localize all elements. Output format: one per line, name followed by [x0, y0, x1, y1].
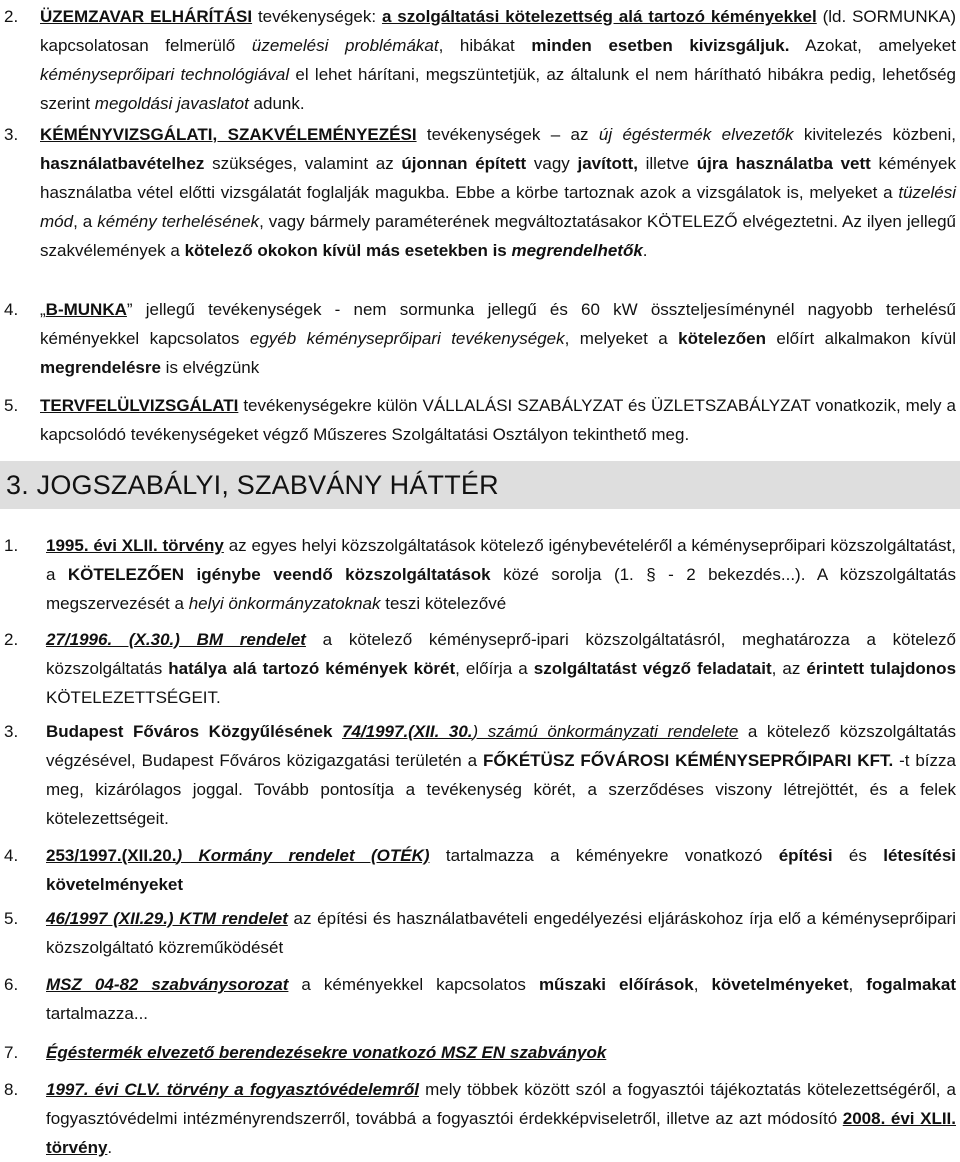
text-run: új égéstermék elvezetők [598, 125, 794, 144]
item-text [40, 120, 956, 265]
text-run: . [107, 1138, 113, 1157]
text-run: kivitelezés közbeni, [793, 125, 956, 144]
text-run: megrendelésre [40, 358, 161, 377]
text-run: ” jellegű tevékenységek - nem sormunka jellegű és 60 kW összteljesíménynél nagyobb terhelésű kéményekkel kapcsolatos [40, 300, 956, 348]
text-run: a kéményekkel kapcsolatos [288, 975, 539, 994]
text-run: létesítési követelményeket [46, 846, 957, 894]
text-run: 74/1997.(XII. 30. [342, 722, 473, 741]
text-run: közé sorolja (1. § - 2 bekezdés...). A közszolgáltatás megszervezését a [46, 565, 956, 613]
text-run: MSZ 04-82 szabványsorozat [46, 975, 289, 994]
text-run: az építési és használatbavételi engedélyezési eljáráskohoz írja elő a kéményseprőipari közszolgáltató közreműködését [46, 909, 956, 957]
item-text [40, 295, 956, 382]
text-run: tüzelési mód [40, 183, 956, 231]
text-run: tevékenységek: [252, 7, 382, 26]
text-run: FŐKÉTÜSZ FŐVÁROSI KÉMÉNYSEPRŐIPARI KFT. [482, 751, 894, 770]
text-run: a szolgáltatási kötelezettség alá tartozó kéményekkel [381, 7, 817, 26]
text-run: illetve [637, 154, 697, 173]
text-run: ) számú önkormányzati rendelete [472, 722, 739, 741]
item-number: 6. [4, 975, 19, 994]
item-text [40, 2, 956, 118]
text-run: , [693, 975, 712, 994]
text-run: ) Kormány rendelet (OTÉK) [176, 846, 430, 865]
text-run: tartalmazza... [46, 1004, 149, 1023]
text-run: kémények használatba vétel előtti vizsgálatát foglalják magukba. Ebbe a körbe tartoznak azok a vizsgálatok is, melyeket a [40, 154, 956, 202]
text-run: 27/1996. (X.30.) BM rendelet [46, 630, 306, 649]
text-run: a kötelező kéményseprő-ipari közszolgáltatásról, meghatározza a kötelező közszolgáltatás [46, 630, 956, 678]
text-run: tevékenységek – az [416, 125, 599, 144]
text-run: mely többek között szól a fogyasztói tájékoztatás kötelezettségéről, a fogyasztóvédelmi intézményrendszerről, továbbá a fogyasztói érdekképviseletről, illetve az azt módosító [46, 1080, 956, 1128]
text-run: fogalmakat [866, 975, 956, 994]
text-run: szükséges, valamint az [204, 154, 402, 173]
text-run: (ld. SORMUNKA) kapcsolatosan felmerülő [40, 7, 956, 55]
text-run: KÖTELEZETTSÉGEIT. [46, 688, 221, 707]
text-run: is elvégzünk [160, 358, 260, 377]
item-number: 4. [4, 846, 19, 865]
text-run: az egyes helyi közszolgáltatások kötelező igénybevételéről a kéményseprőipari közszolgáltatást, a [46, 536, 956, 584]
text-run: TERVFELÜLVIZSGÁLATI [40, 396, 239, 415]
text-run: -t bízza meg, kizárólagos joggal. Tovább pontosítja a tevékenység körét, a szerződéses viszony létrejöttét, és a felek kötelezettségeit. [46, 751, 956, 828]
item-text [46, 717, 956, 833]
item-text [46, 970, 956, 1028]
text-run: előírt alkalmakon kívül [765, 329, 957, 348]
text-run: KÉMÉNYVIZSGÁLATI, SZAKVÉLEMÉNYEZÉSI [40, 125, 417, 144]
text-run: hatálya alá tartozó kémények körét [168, 659, 456, 678]
text-run: a kötelező közszolgáltatás végzésével, Budapest Főváros közigazgatási területén a [46, 722, 957, 770]
text-run: el lehet hárítani, megszüntetjük, az általunk el nem hárítható hibákra pedig, lehetőség szerint [40, 65, 956, 113]
text-run: , az [771, 659, 807, 678]
text-run: Budapest Főváros Közgyűlésének [46, 722, 342, 741]
text-run: tevékenységekre külön VÁLLALÁSI SZABÁLYZAT és ÜZLETSZABÁLYZAT vonatkozik, mely a kapcsolódó tevékenységeket végző Műszeres Szolgáltatási Osztályon tekinthető meg. [40, 396, 956, 444]
item-number: 4. [4, 300, 19, 319]
text-run: üzemelési problémákat [251, 36, 439, 55]
text-run: újra használatba vett [696, 154, 871, 173]
text-run: kötelező okokon kívül más esetekben is [184, 241, 512, 260]
text-run: használatbavételhez [40, 154, 205, 173]
item-number: 2. [4, 7, 19, 26]
item-number: 3. [4, 722, 19, 741]
text-run: érintett tulajdonos [806, 659, 957, 678]
item-number: 8. [4, 1080, 19, 1099]
text-run: 46/1997 (XII.29.) KTM rendelet [46, 909, 288, 928]
text-run: kémény terhelésének [97, 212, 260, 231]
text-run: javított, [577, 154, 638, 173]
text-run: újonnan épített [401, 154, 527, 173]
item-text [46, 1038, 956, 1067]
text-run: „ [40, 300, 46, 319]
text-run: 1997. évi CLV. törvény a fogyasztóvédelemről [46, 1080, 419, 1099]
item-text [46, 904, 956, 962]
item-number: 5. [4, 909, 19, 928]
text-run: , hibákat [438, 36, 532, 55]
text-run: szolgáltatást végző feladatait [533, 659, 772, 678]
text-run: KÖTELEZŐEN igénybe veendő közszolgáltatások [67, 565, 491, 584]
text-run: kéményseprőipari technológiával [40, 65, 290, 84]
text-run: teszi kötelezővé [380, 594, 507, 613]
item-text [46, 531, 956, 618]
item-number: 7. [4, 1043, 19, 1062]
text-run: helyi önkormányzatoknak [188, 594, 381, 613]
text-run: 1995. évi XLII. törvény [46, 536, 224, 555]
text-run: Égéstermék elvezető berendezésekre vonatkozó MSZ EN szabványok [46, 1043, 607, 1062]
text-run: , [848, 975, 867, 994]
item-number: 3. [4, 125, 19, 144]
text-run: kötelezően [678, 329, 766, 348]
item-text [46, 841, 956, 899]
text-run: követelményeket [711, 975, 849, 994]
text-run: , melyeket a [564, 329, 679, 348]
text-run: , vagy bármely paraméterének megváltoztatásakor KÖTELEZŐ elvégeztetni. Az ilyen jellegű szakvélemények a [40, 212, 956, 260]
text-run: , a [73, 212, 98, 231]
item-text [46, 1075, 956, 1162]
section-title: 3. JOGSZABÁLYI, SZABVÁNY HÁTTÉR [6, 470, 499, 500]
item-text [46, 625, 956, 712]
text-run: 2008. évi XLII. törvény [46, 1109, 956, 1157]
text-run: és [832, 846, 884, 865]
item-number: 5. [4, 396, 19, 415]
item-number: 1. [4, 536, 19, 555]
section-heading [0, 461, 960, 509]
item-text [40, 391, 956, 449]
text-run: vagy [526, 154, 578, 173]
text-run: adunk. [248, 94, 305, 113]
text-run: B-MUNKA [45, 300, 127, 319]
text-run: minden esetben kivizsgáljuk. [531, 36, 790, 55]
text-run: megoldási javaslatot [94, 94, 249, 113]
text-run: megrendelhetők [511, 241, 643, 260]
text-run: egyéb kéményseprőipari tevékenységek [249, 329, 565, 348]
text-run: tartalmazza a kéményekre vonatkozó [429, 846, 779, 865]
text-run: műszaki előírások [538, 975, 694, 994]
text-run: Azokat, amelyeket [789, 36, 956, 55]
text-run: . [642, 241, 648, 260]
item-number: 2. [4, 630, 19, 649]
text-run: ÜZEMZAVAR ELHÁRÍTÁSI [40, 7, 253, 26]
text-run: építési [778, 846, 833, 865]
text-run: , előírja a [455, 659, 534, 678]
text-run: 253/1997.(XII.20. [46, 846, 177, 865]
